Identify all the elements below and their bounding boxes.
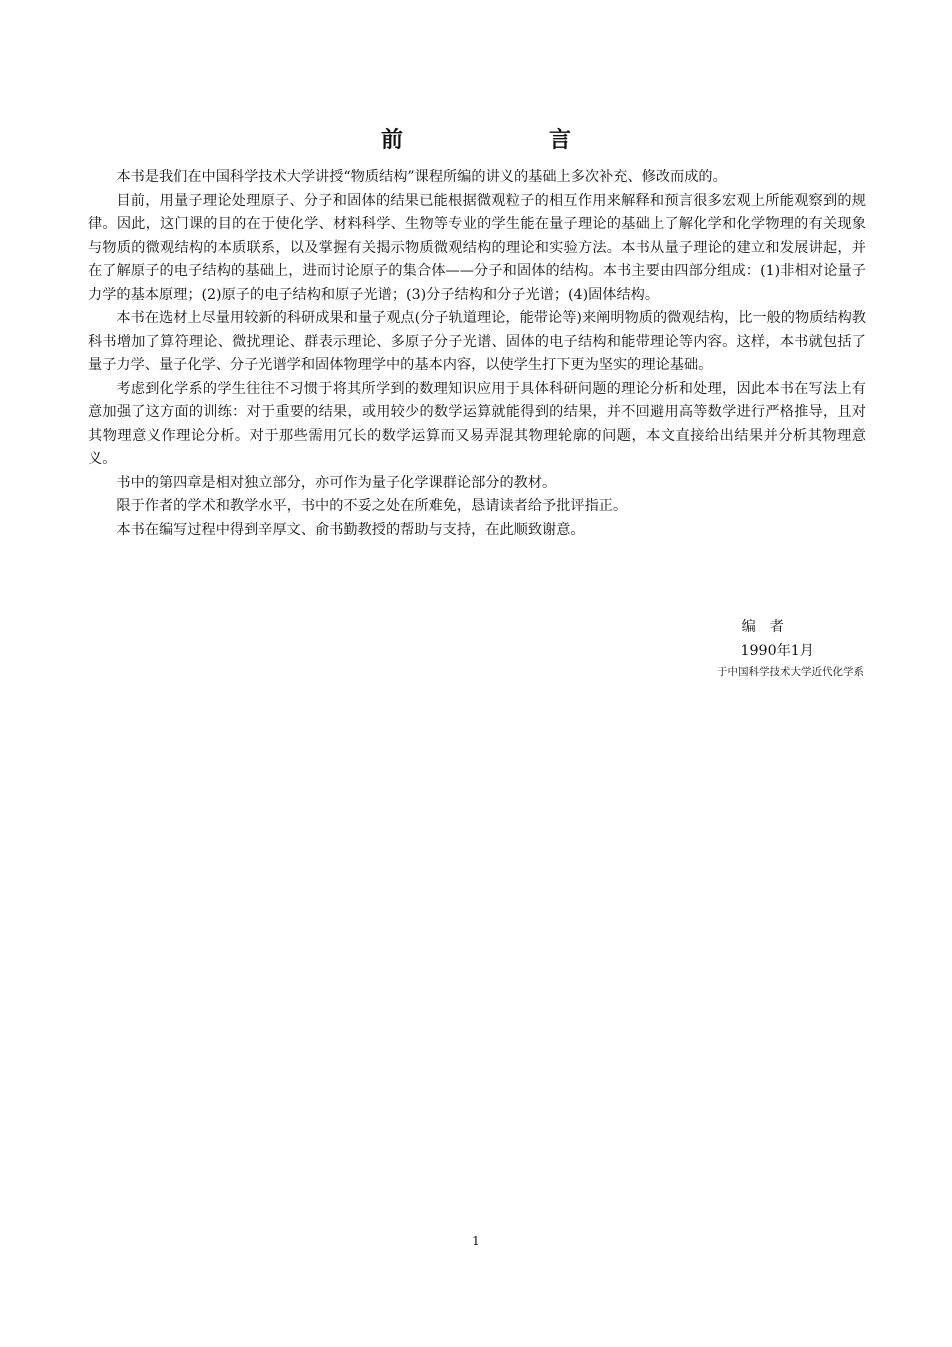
- paragraph-5: 书中的第四章是相对独立部分，亦可作为量子化学课群论部分的教材。: [116, 474, 557, 491]
- paragraph-6: 限于作者的学术和教学水平，书中的不妥之处在所难免，恳请读者给予批评指正。: [116, 498, 628, 514]
- signature-author: 编者: [741, 619, 798, 635]
- paragraph-1: 本书是我们在中国科学技术大学讲授“物质结构”课程所编的讲义的基础上多次补充、修改而成的。: [116, 169, 727, 185]
- signature-place: 于中国科学技术大学近代化学系: [717, 666, 864, 678]
- signature-block: [564, 616, 864, 681]
- preface-body: [88, 166, 866, 542]
- paragraph-7: 本书在编写过程中得到辛厚文、俞书勤教授的帮助与支持，在此顺致谢意。: [116, 521, 585, 538]
- paragraph-2: 目前，用量子理论处理原子、分子和固体的结果已能根据微观粒子的相互作用来解释和预言很多宏观上所能观察到的规律。因此，这门课的目的在于使化学、材料科学、生物等专业的学生能在量子理论的基础上了解化学和化学物理的有关现象与物质的微观结构的本质联系，以及掌握有关揭示物质微观结构的理论和实验方法。本书从量子理论的建立和发展讲起，并在了解原子的电子结构的基础上，进而讨论原子的集合体——分子和固体的结构。本书主要由四部分组成：(1)非相对论量子力学的基本原理；(2)原子的电子结构和原子光谱；(3)分子结构和分子光谱；(4)固体结构。: [88, 192, 866, 303]
- page-title: 前 言: [380, 128, 633, 153]
- paragraph-4: 考虑到化学系的学生往往不习惯于将其所学到的数理知识应用于具体科研问题的理论分析和处理，因此本书在写法上有意加强了这方面的训练：对于重要的结果，或用较少的数学运算就能得到的结果，并不回避用高等数学进行严格推导，且对其物理意义作理论分析。对于那些需用冗长的数学运算而又易弄混其物理轮廓的问题，本文直接给出结果并分析其物理意义。: [88, 380, 866, 467]
- paragraph-3: 本书在选材上尽量用较新的科研成果和量子观点(分子轨道理论，能带论等)来阐明物质的微观结构，比一般的物质结构教科书增加了算符理论、微扰理论、群表示理论、多原子分子光谱、固体的电子结构和能带理论等内容。这样，本书就包括了量子力学、量子化学、分子光谱学和固体物理学中的基本内容，以使学生打下更为坚实的理论基础。: [88, 310, 866, 373]
- page-number: 1: [472, 1234, 480, 1248]
- signature-date: 1990年1月: [740, 642, 814, 659]
